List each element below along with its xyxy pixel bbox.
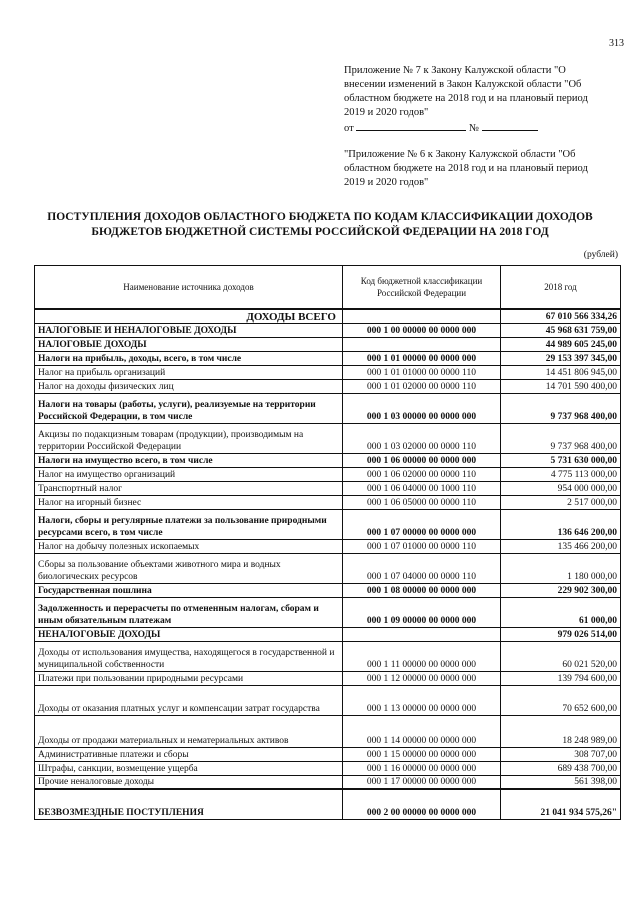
date-blank-line: [356, 120, 466, 131]
row-code-cell: [343, 627, 501, 641]
row-amount-cell: 9 737 968 400,00: [501, 393, 621, 423]
table-row: [35, 715, 621, 747]
table-row: [35, 509, 621, 539]
row-name-cell: Налоги на товары (работы, услуги), реализуемые на территории Российской Федерации, в том числе: [35, 393, 343, 423]
row-name-cell: Налог на добычу полезных ископаемых: [35, 539, 343, 553]
row-name-cell: Транспортный налог: [35, 481, 343, 495]
row-amount-cell: 60 021 520,00: [501, 641, 621, 671]
row-name-cell: Налоги, сборы и регулярные платежи за пользование природными ресурсами всего, в том числе: [35, 509, 343, 539]
header-classification-code: Код бюджетной классификации Российской Федерации: [343, 266, 501, 310]
row-name-cell: Доходы от оказания платных услуг и компенсации затрат государства: [35, 685, 343, 715]
row-name-cell: Государственная пошлина: [35, 583, 343, 597]
appendix-main-line: 2019 и 2020 годов": [344, 107, 429, 118]
table-header-row: [35, 266, 621, 310]
row-code-cell: [343, 337, 501, 351]
row-code-cell: 000 1 00 00000 00 0000 000: [343, 323, 501, 337]
row-amount-cell: 67 010 566 334,26: [501, 309, 621, 323]
appendix-main-line: областном бюджете на 2018 год и на плановый период: [344, 93, 588, 104]
row-code-cell: 000 1 16 00000 00 0000 000: [343, 761, 501, 775]
row-code-cell: 000 1 07 04000 00 0000 110: [343, 553, 501, 583]
row-code-cell: 000 1 17 00000 00 0000 000: [343, 775, 501, 789]
row-amount-cell: 9 737 968 400,00: [501, 423, 621, 453]
row-amount-cell: 5 731 630 000,00: [501, 453, 621, 467]
row-amount-cell: 135 466 200,00: [501, 539, 621, 553]
row-name-cell: Налог на игорный бизнес: [35, 495, 343, 509]
appendix-previous-line: областном бюджете на 2018 год и на плановый период: [344, 163, 588, 174]
row-code-cell: 000 1 03 02000 00 0000 110: [343, 423, 501, 453]
row-amount-cell: 70 652 600,00: [501, 685, 621, 715]
table-row: [35, 393, 621, 423]
row-code-cell: 000 1 07 01000 00 0000 110: [343, 539, 501, 553]
appendix-previous-line: 2019 и 2020 годов": [344, 177, 429, 188]
row-name-cell: Налоги на прибыль, доходы, всего, в том числе: [35, 351, 343, 365]
table-row: [35, 583, 621, 597]
row-amount-cell: 229 902 300,00: [501, 583, 621, 597]
row-code-cell: 000 1 06 00000 00 0000 000: [343, 453, 501, 467]
number-label: №: [468, 123, 479, 134]
row-amount-cell: 954 000 000,00: [501, 481, 621, 495]
row-code-cell: 000 1 15 00000 00 0000 000: [343, 747, 501, 761]
row-name-cell: ДОХОДЫ ВСЕГО: [35, 309, 343, 323]
row-name-cell: Доходы от использования имущества, находящегося в государственной и муниципальной собственности: [35, 641, 343, 671]
table-row: [35, 337, 621, 351]
title-line-2: БЮДЖЕТОВ БЮДЖЕТНОЙ СИСТЕМЫ РОССИЙСКОЙ ФЕДЕРАЦИИ НА 2018 ГОД: [91, 226, 549, 238]
revenue-table: [34, 265, 621, 820]
row-name-cell: Налоги на имущество всего, в том числе: [35, 453, 343, 467]
appendix-previous-line: "Приложение № 6 к Закону Калужской области "Об: [344, 149, 576, 160]
row-amount-cell: 14 451 806 945,00: [501, 365, 621, 379]
table-row: [35, 495, 621, 509]
row-name-cell: НАЛОГОВЫЕ И НЕНАЛОГОВЫЕ ДОХОДЫ: [35, 323, 343, 337]
row-name-cell: БЕЗВОЗМЕЗДНЫЕ ПОСТУПЛЕНИЯ: [35, 789, 343, 819]
table-row: [35, 309, 621, 323]
row-amount-cell: 14 701 590 400,00: [501, 379, 621, 393]
table-row: [35, 627, 621, 641]
row-amount-cell: 139 794 600,00: [501, 671, 621, 685]
row-amount-cell: 61 000,00: [501, 597, 621, 627]
table-row: [35, 467, 621, 481]
appendix-main-line: Приложение № 7 к Закону Калужской области "О: [344, 65, 566, 76]
table-row: [35, 685, 621, 715]
table-row: [35, 747, 621, 761]
row-code-cell: 000 1 06 04000 00 1000 110: [343, 481, 501, 495]
row-amount-cell: 689 438 700,00: [501, 761, 621, 775]
row-name-cell: Сборы за пользование объектами животного мира и водных биологических ресурсов: [35, 553, 343, 583]
row-code-cell: 000 2 00 00000 00 0000 000: [343, 789, 501, 819]
table-row: [35, 379, 621, 393]
units-label: (рублей): [583, 250, 618, 260]
row-amount-cell: 4 775 113 000,00: [501, 467, 621, 481]
row-amount-cell: 45 968 631 759,00: [501, 323, 621, 337]
row-amount-cell: 136 646 200,00: [501, 509, 621, 539]
table-row: [35, 553, 621, 583]
row-name-cell: Административные платежи и сборы: [35, 747, 343, 761]
header-source-name: Наименование источника доходов: [35, 266, 343, 310]
row-code-cell: 000 1 13 00000 00 0000 000: [343, 685, 501, 715]
table-row: [35, 761, 621, 775]
row-amount-cell: 2 517 000,00: [501, 495, 621, 509]
row-code-cell: 000 1 14 00000 00 0000 000: [343, 715, 501, 747]
table-row: [35, 671, 621, 685]
row-code-cell: 000 1 08 00000 00 0000 000: [343, 583, 501, 597]
row-name-cell: Налог на доходы физических лиц: [35, 379, 343, 393]
page-number: 313: [609, 38, 624, 49]
table-row: [35, 365, 621, 379]
row-code-cell: 000 1 11 00000 00 0000 000: [343, 641, 501, 671]
row-code-cell: 000 1 12 00000 00 0000 000: [343, 671, 501, 685]
row-name-cell: Акцизы по подакцизным товарам (продукции), производимым на территории Российской Федерации: [35, 423, 343, 453]
row-name-cell: НЕНАЛОГОВЫЕ ДОХОДЫ: [35, 627, 343, 641]
number-blank-line: [482, 120, 538, 131]
appendix-signature-line: [344, 120, 620, 136]
table-row: [35, 539, 621, 553]
row-name-cell: Налог на прибыль организаций: [35, 365, 343, 379]
appendix-main-line: внесении изменений в Закон Калужской области "Об: [344, 79, 582, 90]
row-code-cell: 000 1 06 02000 00 0000 110: [343, 467, 501, 481]
row-name-cell: Доходы от продажи материальных и нематериальных активов: [35, 715, 343, 747]
table-row: [35, 789, 621, 819]
row-code-cell: 000 1 01 02000 00 0000 110: [343, 379, 501, 393]
row-name-cell: НАЛОГОВЫЕ ДОХОДЫ: [35, 337, 343, 351]
row-code-cell: 000 1 06 05000 00 0000 110: [343, 495, 501, 509]
appendix-main: [344, 64, 620, 136]
row-name-cell: Платежи при пользовании природными ресурсами: [35, 671, 343, 685]
row-code-cell: 000 1 01 00000 00 0000 000: [343, 351, 501, 365]
row-amount-cell: 18 248 989,00: [501, 715, 621, 747]
row-code-cell: [343, 309, 501, 323]
row-code-cell: 000 1 09 00000 00 0000 000: [343, 597, 501, 627]
table-row: [35, 323, 621, 337]
row-name-cell: Прочие неналоговые доходы: [35, 775, 343, 789]
row-amount-cell: 561 398,00: [501, 775, 621, 789]
table-row: [35, 453, 621, 467]
table-row: [35, 481, 621, 495]
from-label: от: [344, 123, 354, 134]
row-name-cell: Налог на имущество организаций: [35, 467, 343, 481]
table-row: [35, 641, 621, 671]
table-row: [35, 351, 621, 365]
title-line-1: ПОСТУПЛЕНИЯ ДОХОДОВ ОБЛАСТНОГО БЮДЖЕТА ПО КОДАМ КЛАССИФИКАЦИИ ДОХОДОВ: [47, 211, 593, 223]
table-row: [35, 597, 621, 627]
document-title: [20, 210, 620, 240]
row-amount-cell: 44 989 605 245,00: [501, 337, 621, 351]
row-amount-cell: 29 153 397 345,00: [501, 351, 621, 365]
row-amount-cell: 1 180 000,00: [501, 553, 621, 583]
row-code-cell: 000 1 03 00000 00 0000 000: [343, 393, 501, 423]
appendix-previous: [344, 148, 620, 190]
table-row: [35, 423, 621, 453]
row-code-cell: 000 1 01 01000 00 0000 110: [343, 365, 501, 379]
row-amount-cell: 979 026 514,00: [501, 627, 621, 641]
header-year-2018: 2018 год: [501, 266, 621, 310]
table-row: [35, 775, 621, 789]
row-name-cell: Штрафы, санкции, возмещение ущерба: [35, 761, 343, 775]
row-code-cell: 000 1 07 00000 00 0000 000: [343, 509, 501, 539]
row-name-cell: Задолженность и перерасчеты по отмененным налогам, сборам и иным обязательным платежам: [35, 597, 343, 627]
row-amount-cell: 308 707,00: [501, 747, 621, 761]
table-body: [35, 309, 621, 819]
row-amount-cell: 21 041 934 575,26": [501, 789, 621, 819]
